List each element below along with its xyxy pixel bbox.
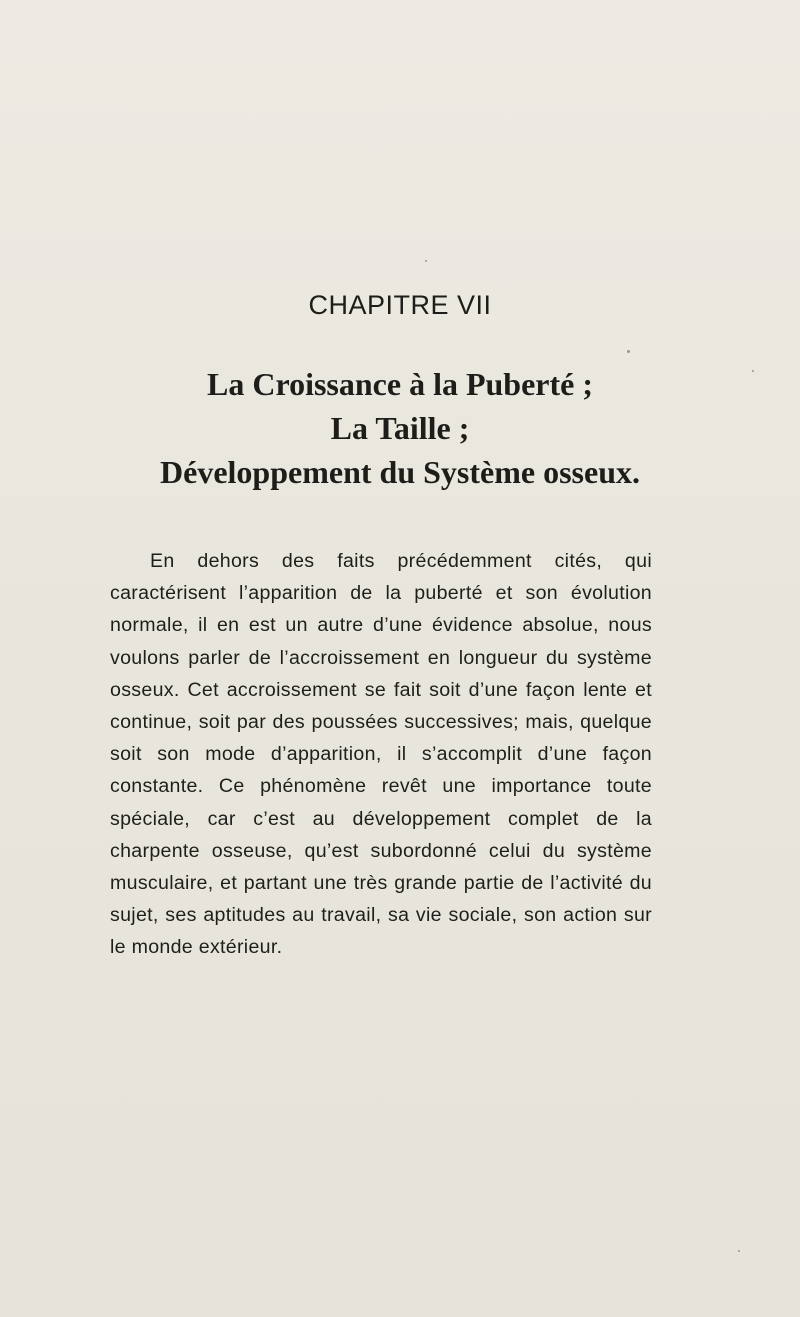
paper-speck <box>627 350 630 353</box>
chapter-title <box>0 362 800 494</box>
chapter-title-line-2: La Taille ; <box>330 410 470 446</box>
chapter-heading: CHAPITRE VII <box>308 290 492 320</box>
paper-speck <box>738 1250 740 1252</box>
chapter-title-line-3: Développement du Système osseux. <box>160 454 640 490</box>
paper-speck <box>425 260 427 262</box>
body-paragraph: En dehors des faits précédemment cités, qui caractérisent l’apparition de la puberté et son évolution normale, il en est un autre d’une évidence absolue, nous voulons parler de l’accroissement en longueur du système osseux. Cet accroissement se fait soit d’une façon lente et continue, soit par des poussées successives; mais, quelque soit son mode d’apparition, il s’accomplit d’une façon constante. Ce phénomène revêt une importance toute spéciale, car c’est au développement complet de la charpente osseuse, qu’est subordonné celui du système musculaire, et partant une très grande partie de l’activité du sujet, ses aptitudes au travail, sa vie sociale, son action sur le monde extérieur. <box>110 550 652 959</box>
chapter-title-line-1: La Croissance à la Puberté ; <box>206 366 594 402</box>
paper-speck <box>752 370 754 372</box>
